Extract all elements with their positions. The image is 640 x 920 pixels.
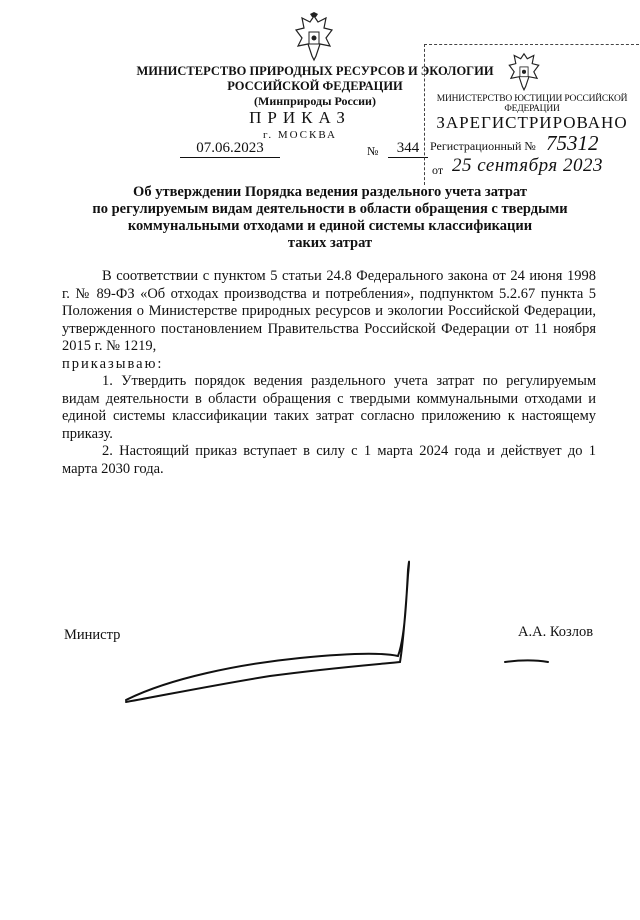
stamp-from-label: от	[432, 163, 444, 177]
stamp-registered: ЗАРЕГИСТРИРОВАНО	[436, 113, 628, 132]
ministry-line-2: РОССИЙСКОЙ ФЕДЕРАЦИИ	[227, 79, 403, 93]
title-line-1: Об утверждении Порядка ведения раздельного учета затрат	[133, 184, 527, 200]
stamp-regnum-label: Регистрационный №	[430, 139, 536, 153]
title-line-3: коммунальными отходами и единой системы классификации	[127, 218, 533, 234]
stamp-ministry: МИНИСТЕРСТВО ЮСТИЦИИ РОССИЙСКОЙ ФЕДЕРАЦИИ	[436, 94, 628, 114]
title-line-4: таких затрат	[287, 235, 373, 251]
stamp-regnum: 75312	[546, 131, 599, 155]
ministry-line-1: МИНИСТЕРСТВО ПРИРОДНЫХ РЕСУРСОВ И ЭКОЛОГИИ	[136, 64, 494, 78]
signatory-position: Министр	[64, 627, 121, 643]
signatory-name: А.А. Козлов	[518, 624, 594, 640]
ministry-short-name: (Минприроды России)	[254, 94, 376, 108]
title-line-2: по регулируемым видам деятельности в области обращения с твердыми	[92, 201, 568, 217]
preamble-paragraph: В соответствии с пунктом 5 статьи 24.8 Федерального закона от 24 июня 1998 г. № 89-ФЗ «Об отходах производства и потребления», подпунктом 5.2.67 пункта 5 Положения о Министерстве природных ресурсов и экологии Российской Федерации, утвержденного постановлением Правительства Российской Федерации от 11 ноября 2015 г. № 1219,	[62, 268, 596, 354]
item-2-paragraph: 2. Настоящий приказ вступает в силу с 1 марта 2024 года и действует до 1 марта 2030 года.	[62, 443, 596, 477]
item-1-paragraph: 1. Утвердить порядок ведения раздельного учета затрат по регулируемым видам деятельности в области обращения с твердыми коммунальными отходами и единой системы классификации таких затрат согласно приложению к настоящему приказу.	[62, 373, 596, 442]
document-date: 07.06.2023	[180, 140, 280, 158]
document-number-label: №	[367, 144, 379, 158]
document-type: ПРИКАЗ	[249, 108, 351, 127]
document-city: г. МОСКВА	[263, 129, 337, 141]
stamp-reg-date: 25 сентября 2023	[452, 155, 603, 176]
document-number: 344	[388, 140, 428, 158]
order-word: приказываю:	[62, 355, 164, 372]
